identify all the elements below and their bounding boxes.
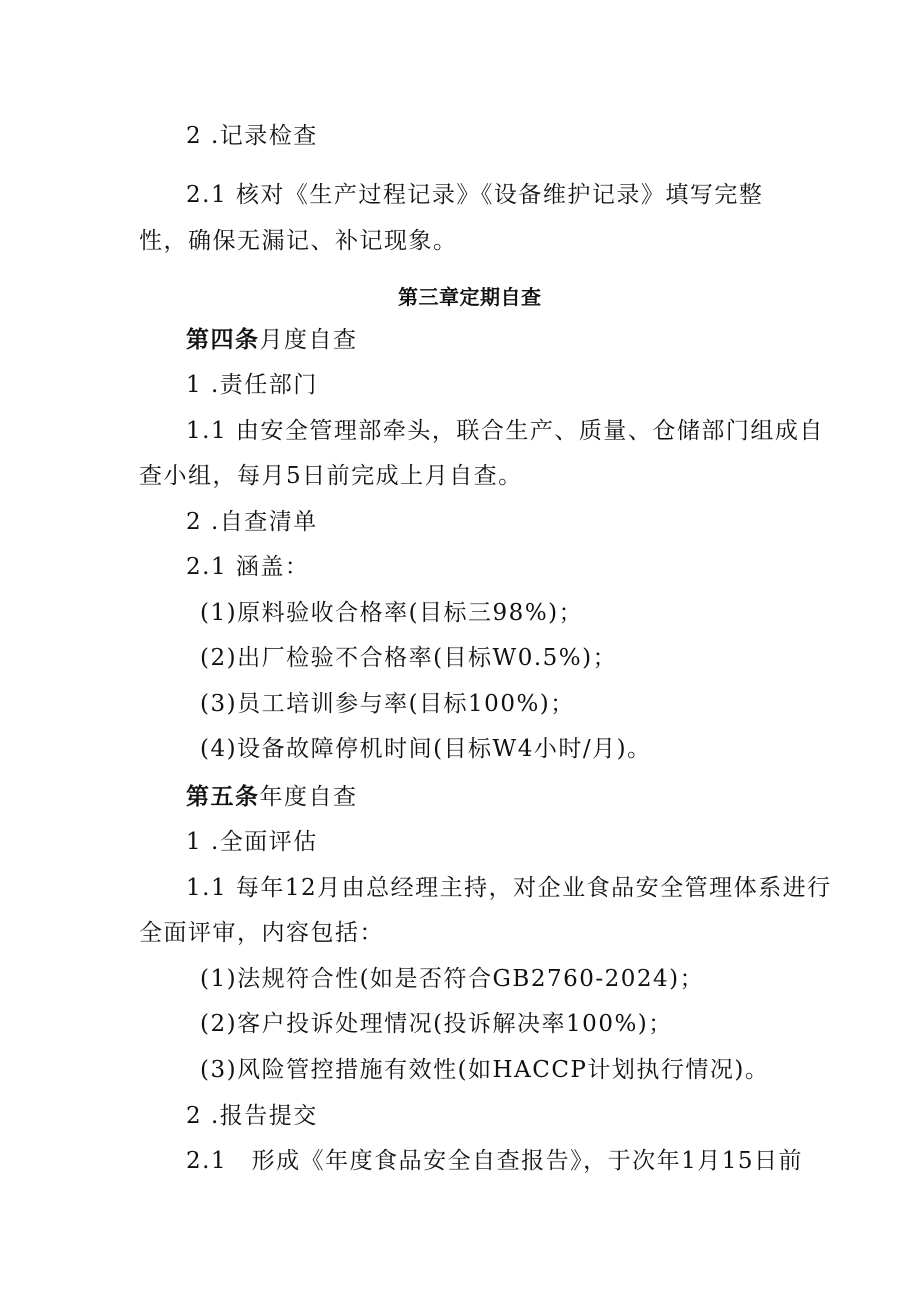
paragraph-1-1-line-1: 1.1 由安全管理部牵头，联合生产、质量、仓储部门组成自 xyxy=(186,418,824,444)
article-4-title: 月度自查 xyxy=(259,327,358,353)
article-5-heading xyxy=(186,782,358,812)
checklist-item-2: (2)出厂检验不合格率(目标W0.5%)； xyxy=(200,645,618,671)
checklist-item-3: (3)员工培训参与率(目标100%)； xyxy=(200,691,575,717)
subsection-report-submission: 2 .报告提交 xyxy=(186,1103,318,1129)
subsection-checklist: 2 .自查清单 xyxy=(186,509,318,535)
checklist-item-4: (4)设备故障停机时间(目标W4小时/月)。 xyxy=(200,736,652,762)
paragraph-2-1-covers: 2.1 涵盖： xyxy=(186,554,310,580)
subsection-responsible-dept: 1 .责任部门 xyxy=(186,372,318,398)
review-item-3: (3)风险管控措施有效性(如HACCP计划执行情况)。 xyxy=(200,1057,770,1083)
paragraph-1-1-annual-line-2: 全面评审，内容包括： xyxy=(139,920,384,946)
article-4-heading xyxy=(186,325,358,355)
chapter-heading: 第三章定期自查 xyxy=(398,285,542,309)
paragraph-2-1-line-2: 性，确保无漏记、补记现象。 xyxy=(139,228,458,254)
article-5-title: 年度自查 xyxy=(259,784,358,810)
article-5-number: 第五条 xyxy=(186,784,260,810)
paragraph-2-1-report-line-1: 2.1 形成《年度食品安全自查报告》，于次年1月15日前 xyxy=(186,1148,803,1174)
subsection-record-check: 2 .记录检查 xyxy=(186,123,318,149)
review-item-2: (2)客户投诉处理情况(投诉解决率100%)； xyxy=(200,1011,673,1037)
article-4-number: 第四条 xyxy=(186,327,260,353)
review-item-1: (1)法规符合性(如是否符合GB2760-2024)； xyxy=(200,966,705,992)
paragraph-1-1-line-2: 查小组，每月5日前完成上月自查。 xyxy=(139,463,523,489)
checklist-item-1: (1)原料验收合格率(目标三98%)； xyxy=(200,600,584,626)
paragraph-2-1-line-1: 2.1 核对《生产过程记录》《设备维护记录》填写完整 xyxy=(186,182,764,208)
paragraph-1-1-annual-line-1: 1.1 每年12月由总经理主持，对企业食品安全管理体系进行 xyxy=(186,875,832,901)
subsection-full-assessment: 1 .全面评估 xyxy=(186,829,318,855)
